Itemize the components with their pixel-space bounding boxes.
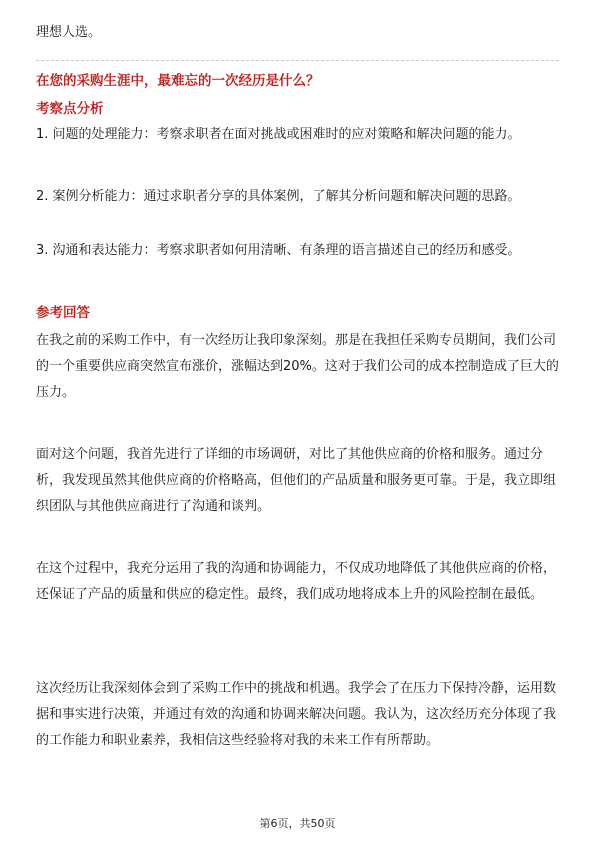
page-number: 第6页，共50页 xyxy=(259,817,336,830)
answer-paragraph: 在这个过程中，我充分运用了我的沟通和协调能力，不仅成功地降低了其他供应商的价格，还保证了产品的质量和供应的稳定性。最终，我们成功地将成本上升的风险控制在最低。 xyxy=(36,561,557,602)
section-divider xyxy=(36,60,559,61)
lead-fragment: 理想人选。 xyxy=(36,25,102,40)
answer-heading: 参考回答 xyxy=(36,305,90,321)
analysis-point: 2. 案例分析能力：通过求职者分享的具体案例，了解其分析问题和解决问题的思路。 xyxy=(36,189,521,204)
analysis-heading: 考察点分析 xyxy=(36,101,104,117)
analysis-point: 1. 问题的处理能力：考察求职者在面对挑战或困难时的应对策略和解决问题的能力。 xyxy=(36,127,521,142)
answer-paragraph: 这次经历让我深刻体会到了采购工作中的挑战和机遇。我学会了在压力下保持冷静，运用数据和事实进行决策，并通过有效的沟通和协调来解决问题。我认为，这次经历充分体现了我的工作能力和职业素养，我相信这些经验将对我的未来工作有所帮助。 xyxy=(36,681,557,748)
question-heading: 在您的采购生涯中，最难忘的一次经历是什么？ xyxy=(36,73,320,89)
answer-paragraph: 在我之前的采购工作中，有一次经历让我印象深刻。那是在我担任采购专员期间，我们公司的一个重要供应商突然宣布涨价，涨幅达到20%。这对于我们公司的成本控制造成了巨大的压力。 xyxy=(36,333,559,400)
answer-paragraph: 面对这个问题，我首先进行了详细的市场调研，对比了其他供应商的价格和服务。通过分析，我发现虽然其他供应商的价格略高，但他们的产品质量和服务更可靠。于是，我立即组织团队与其他供应商进行了沟通和谈判。 xyxy=(36,447,557,514)
analysis-point: 3. 沟通和表达能力：考察求职者如何用清晰、有条理的语言描述自己的经历和感受。 xyxy=(36,243,521,258)
